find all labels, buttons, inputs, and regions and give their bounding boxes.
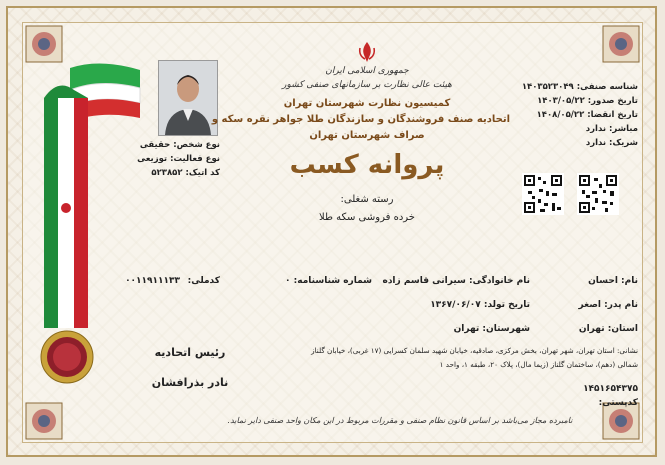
qr-code-icon	[522, 173, 564, 215]
qr-code-icon	[577, 173, 619, 215]
union-code: کد اتیک: ۵۲۳۸۵۲	[151, 168, 220, 178]
national-code: ۰۰۱۱۹۱۱۱۳۳	[125, 276, 180, 286]
signatory-role: رئیس اتحادیه	[154, 346, 226, 359]
birth-date: تاریخ تولد: ۱۳۶۷/۰۶/۰۷	[430, 300, 530, 310]
signatory-name: نادر بذرافشان	[151, 376, 229, 389]
national-code-label: کدملی:	[187, 276, 220, 286]
header-line-1: جمهوری اسلامی ایران	[325, 66, 409, 76]
guild-id: شناسه صنفی: ۱۴۰۳۵۲۳۰۴۹	[521, 82, 638, 92]
postal-code-label: کدپستی:	[598, 398, 638, 408]
expiry-date: تاریخ انقضا: ۱۴۰۸/۰۵/۲۲	[536, 110, 638, 120]
corner-ornament-icon	[601, 24, 641, 64]
first-name: نام: احسان	[588, 276, 638, 286]
page-title: پروانه کسب	[289, 150, 445, 180]
address-line-1: نشانی: استان تهران، شهر تهران، بخش مرکزی، صادقیه، خیابان شهید سلمان کسرایی (۱۷ غربی)، خیابان گلناز	[311, 346, 638, 355]
province: استان: تهران	[578, 324, 638, 334]
partner: شریک: ندارد	[585, 138, 638, 148]
header-line-2: هیئت عالی نظارت بر سازمانهای صنفی کشور	[282, 80, 452, 90]
family-name: نام خانوادگی: سیرانی قاسم زاده	[382, 276, 530, 286]
issue-date: تاریخ صدور: ۱۴۰۳/۰۵/۲۲	[537, 96, 638, 106]
ministry-seal-icon	[40, 330, 94, 384]
id-number: شماره شناسنامه: ۰	[285, 276, 372, 286]
corner-ornament-icon	[24, 401, 64, 441]
manager: مباشر: ندارد	[585, 124, 638, 134]
address-line-2: شمالی (دهم)، ساختمان گلناز (زیما مال)، پلاک ۲۰، طبقه ۱، واحد ۱	[439, 360, 638, 369]
footer-note: نامبرده مجاز می‌باشد بر اساس قانون نظام صنفی و مقررات مربوط در این مکان واحد صنفی دایر نماید.	[227, 416, 573, 425]
field-value: خرده فروشی سکه طلا	[319, 212, 415, 223]
applicant-photo	[158, 60, 218, 136]
city: شهرستان: تهران	[453, 324, 530, 334]
iran-emblem-icon	[355, 40, 379, 64]
commission-title: کمیسیون نظارت شهرستان تهران	[283, 98, 451, 109]
activity-type: نوع فعالیت: توزیعی	[137, 154, 220, 164]
father-name: نام پدر: اصغر	[578, 300, 638, 310]
person-type: نوع شخص: حقیقی	[139, 140, 220, 150]
union-title-2: صراف شهرستان تهران	[309, 130, 425, 141]
field-label: رسته شغلی:	[340, 194, 394, 205]
flag-ribbon-icon	[40, 58, 150, 338]
union-title-1: اتحادیه صنف فروشندگان و سازندگان طلا جواهر نقره سکه و	[211, 114, 510, 125]
postal-code: ۱۴۵۱۶۵۴۳۷۵	[583, 384, 638, 394]
